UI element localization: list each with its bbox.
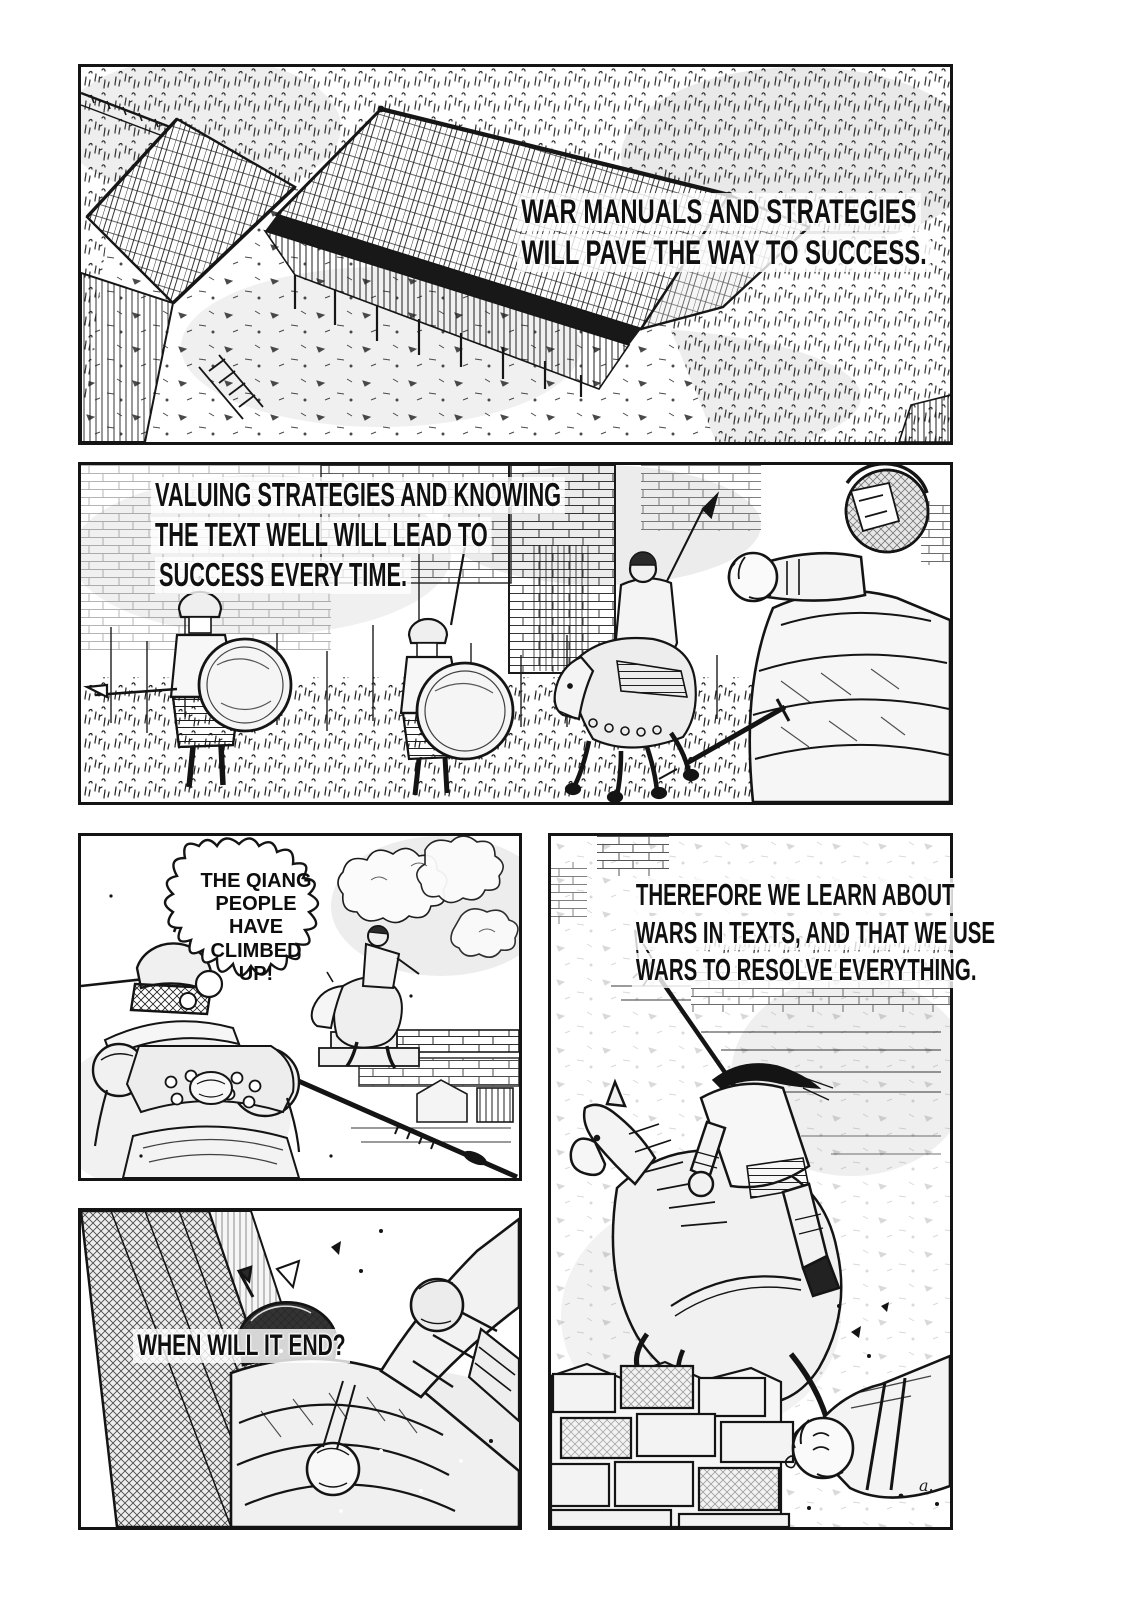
caption-line: WARS IN TEXTS, AND THAT WE USE <box>632 916 999 951</box>
caption-panel-4 <box>632 877 996 991</box>
speech-bubble-text <box>167 870 345 986</box>
bubble-line: PEOPLE <box>215 893 297 916</box>
panel-5 <box>78 1208 522 1530</box>
panel-4 <box>548 833 996 1530</box>
bubble-line: THE QIANG <box>200 870 312 892</box>
caption-line: WHEN WILL IT END? <box>133 1329 350 1363</box>
caption-line: VALUING STRATEGIES AND KNOWING <box>151 477 565 514</box>
caption-panel-2 <box>151 476 562 597</box>
caption-line: WARS TO RESOLVE EVERYTHING. <box>632 953 981 988</box>
bubble-line: HAVE <box>228 916 284 939</box>
panel-2 <box>78 462 953 805</box>
panel-5-artwork <box>81 1211 519 1527</box>
caption-line: THE TEXT WELL WILL LEAD TO <box>151 517 492 554</box>
caption-panel-5 <box>133 1329 346 1363</box>
caption-line: WAR MANUALS AND STRATEGIES <box>517 193 921 231</box>
caption-line: THEREFORE WE LEARN ABOUT <box>632 878 959 913</box>
caption-line: WILL PAVE THE WAY TO SUCCESS. <box>517 234 931 272</box>
artist-signature: a. <box>919 1476 934 1495</box>
caption-panel-1 <box>517 193 927 275</box>
bubble-line: CLIMBED <box>210 939 302 962</box>
brick-wall <box>551 1362 793 1527</box>
panel-3 <box>78 833 522 1181</box>
bubble-line: UP! <box>238 962 274 985</box>
panel-1 <box>78 64 953 445</box>
caption-line: SUCCESS EVERY TIME. <box>155 557 411 594</box>
